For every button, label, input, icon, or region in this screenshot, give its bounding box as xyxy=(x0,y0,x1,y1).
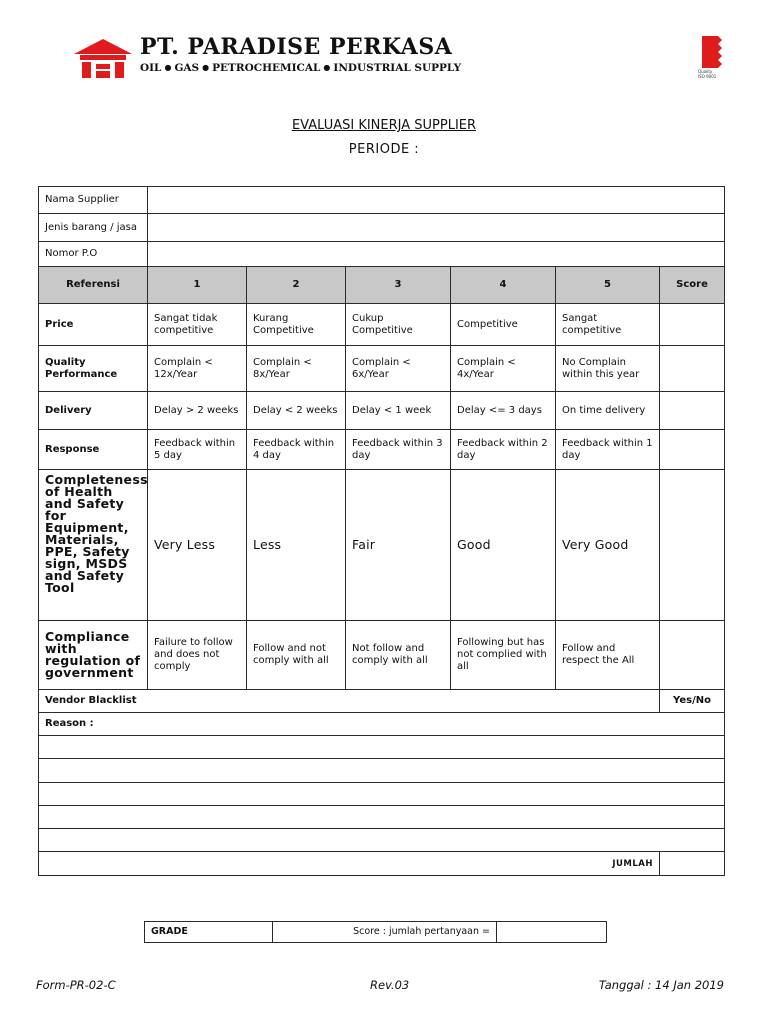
criteria-row-response xyxy=(39,430,725,470)
criteria-level: No Complain within this year xyxy=(556,346,660,392)
reason-row xyxy=(39,713,725,736)
form-title: EVALUASI KINERJA SUPPLIER xyxy=(291,118,477,133)
criteria-level: Feedback within 1 day xyxy=(556,430,660,470)
criteria-row-compliance xyxy=(39,621,725,690)
criteria-level: Competitive xyxy=(451,304,556,346)
criteria-level: Very Less xyxy=(148,470,247,621)
criteria-row-quality xyxy=(39,346,725,392)
reason-line xyxy=(39,759,725,783)
criteria-level: Feedback within 4 day xyxy=(247,430,346,470)
evaluation-table xyxy=(38,186,725,876)
reason-field[interactable] xyxy=(39,806,725,829)
info-label: Nomor P.O xyxy=(39,242,148,267)
criteria-level: Follow and respect the All xyxy=(556,621,660,690)
company-name: PT. PARADISE PERKASA xyxy=(140,34,453,60)
header-level-1: 1 xyxy=(148,267,247,304)
form-code: Form-PR-02-C xyxy=(36,978,116,992)
criteria-level: Sangat tidak competitive xyxy=(148,304,247,346)
jumlah-total-cell[interactable] xyxy=(660,852,725,876)
score-cell[interactable] xyxy=(660,430,725,470)
info-row-nama-supplier xyxy=(39,187,725,214)
header-referensi: Referensi xyxy=(39,267,148,304)
info-label: Jenis barang / jasa xyxy=(39,214,148,242)
score-cell[interactable] xyxy=(660,304,725,346)
criteria-level: Complain < 8x/Year xyxy=(247,346,346,392)
grade-row xyxy=(145,922,607,943)
header-level-2: 2 xyxy=(247,267,346,304)
reason-line xyxy=(39,829,725,852)
criteria-name: Completeness of Health and Safety for Equipment, Materials, PPE, Safety sign, MSDS and Safety Tool xyxy=(39,470,148,621)
header-level-4: 4 xyxy=(451,267,556,304)
criteria-level: Feedback within 2 day xyxy=(451,430,556,470)
criteria-level: On time delivery xyxy=(556,392,660,430)
criteria-name: Price xyxy=(39,304,148,346)
criteria-level: Failure to follow and does not comply xyxy=(148,621,247,690)
criteria-level: Feedback within 5 day xyxy=(148,430,247,470)
revision: Rev.03 xyxy=(370,978,410,992)
criteria-level: Sangat competitive xyxy=(556,304,660,346)
reason-field[interactable] xyxy=(39,783,725,806)
company-tagline: OIL ● GAS ● PETROCHEMICAL ● INDUSTRIAL SUPPLY xyxy=(140,62,462,74)
info-row-nomor-po xyxy=(39,242,725,267)
score-cell[interactable] xyxy=(660,621,725,690)
criteria-level: Good xyxy=(451,470,556,621)
jumlah-label: JUMLAH xyxy=(39,852,660,876)
jumlah-row xyxy=(39,852,725,876)
certification-text: Quality ISO 9001 xyxy=(698,69,717,79)
criteria-row-health-safety xyxy=(39,470,725,621)
jenis-barang-field[interactable] xyxy=(148,214,725,242)
criteria-row-price xyxy=(39,304,725,346)
reason-field[interactable] xyxy=(39,829,725,852)
grade-label: GRADE xyxy=(145,922,273,943)
criteria-level: Not follow and comply with all xyxy=(346,621,451,690)
grade-value-cell[interactable] xyxy=(497,922,607,943)
criteria-level: Kurang Competitive xyxy=(247,304,346,346)
reason-line xyxy=(39,736,725,759)
reason-line xyxy=(39,783,725,806)
criteria-level: Fair xyxy=(346,470,451,621)
info-label: Nama Supplier xyxy=(39,187,148,214)
grade-table xyxy=(144,921,607,943)
criteria-level: Complain < 6x/Year xyxy=(346,346,451,392)
grade-formula: Score : jumlah pertanyaan = xyxy=(273,922,497,943)
reason-label[interactable]: Reason : xyxy=(39,713,725,736)
header-level-3: 3 xyxy=(346,267,451,304)
criteria-name: Delivery xyxy=(39,392,148,430)
criteria-level: Delay > 2 weeks xyxy=(148,392,247,430)
document-date: Tanggal : 14 Jan 2019 xyxy=(598,978,724,992)
reason-field[interactable] xyxy=(39,759,725,783)
criteria-level: Complain < 4x/Year xyxy=(451,346,556,392)
criteria-name: Response xyxy=(39,430,148,470)
nama-supplier-field[interactable] xyxy=(148,187,725,214)
criteria-level: Very Good xyxy=(556,470,660,621)
score-cell[interactable] xyxy=(660,470,725,621)
reason-line xyxy=(39,806,725,829)
criteria-level: Delay < 1 week xyxy=(346,392,451,430)
criteria-level: Following but has not complied with all xyxy=(451,621,556,690)
house-icon xyxy=(72,38,134,78)
criteria-level: Follow and not comply with all xyxy=(247,621,346,690)
criteria-name: Quality Performance xyxy=(39,346,148,392)
header-level-5: 5 xyxy=(556,267,660,304)
table-header-row xyxy=(39,267,725,304)
header-score: Score xyxy=(660,267,725,304)
nomor-po-field[interactable] xyxy=(148,242,725,267)
criteria-row-delivery xyxy=(39,392,725,430)
info-row-jenis-barang xyxy=(39,214,725,242)
criteria-level: Delay < 2 weeks xyxy=(247,392,346,430)
score-cell[interactable] xyxy=(660,346,725,392)
periode-label: PERIODE : xyxy=(348,142,420,157)
vendor-blacklist-value[interactable]: Yes/No xyxy=(660,690,725,713)
score-cell[interactable] xyxy=(660,392,725,430)
vendor-blacklist-row xyxy=(39,690,725,713)
criteria-level: Cukup Competitive xyxy=(346,304,451,346)
vendor-blacklist-label: Vendor Blacklist xyxy=(39,690,660,713)
criteria-level: Feedback within 3 day xyxy=(346,430,451,470)
criteria-level: Complain < 12x/Year xyxy=(148,346,247,392)
reason-field[interactable] xyxy=(39,736,725,759)
criteria-level: Delay <= 3 days xyxy=(451,392,556,430)
criteria-name: Compliance with regulation of government xyxy=(39,621,148,690)
criteria-level: Less xyxy=(247,470,346,621)
